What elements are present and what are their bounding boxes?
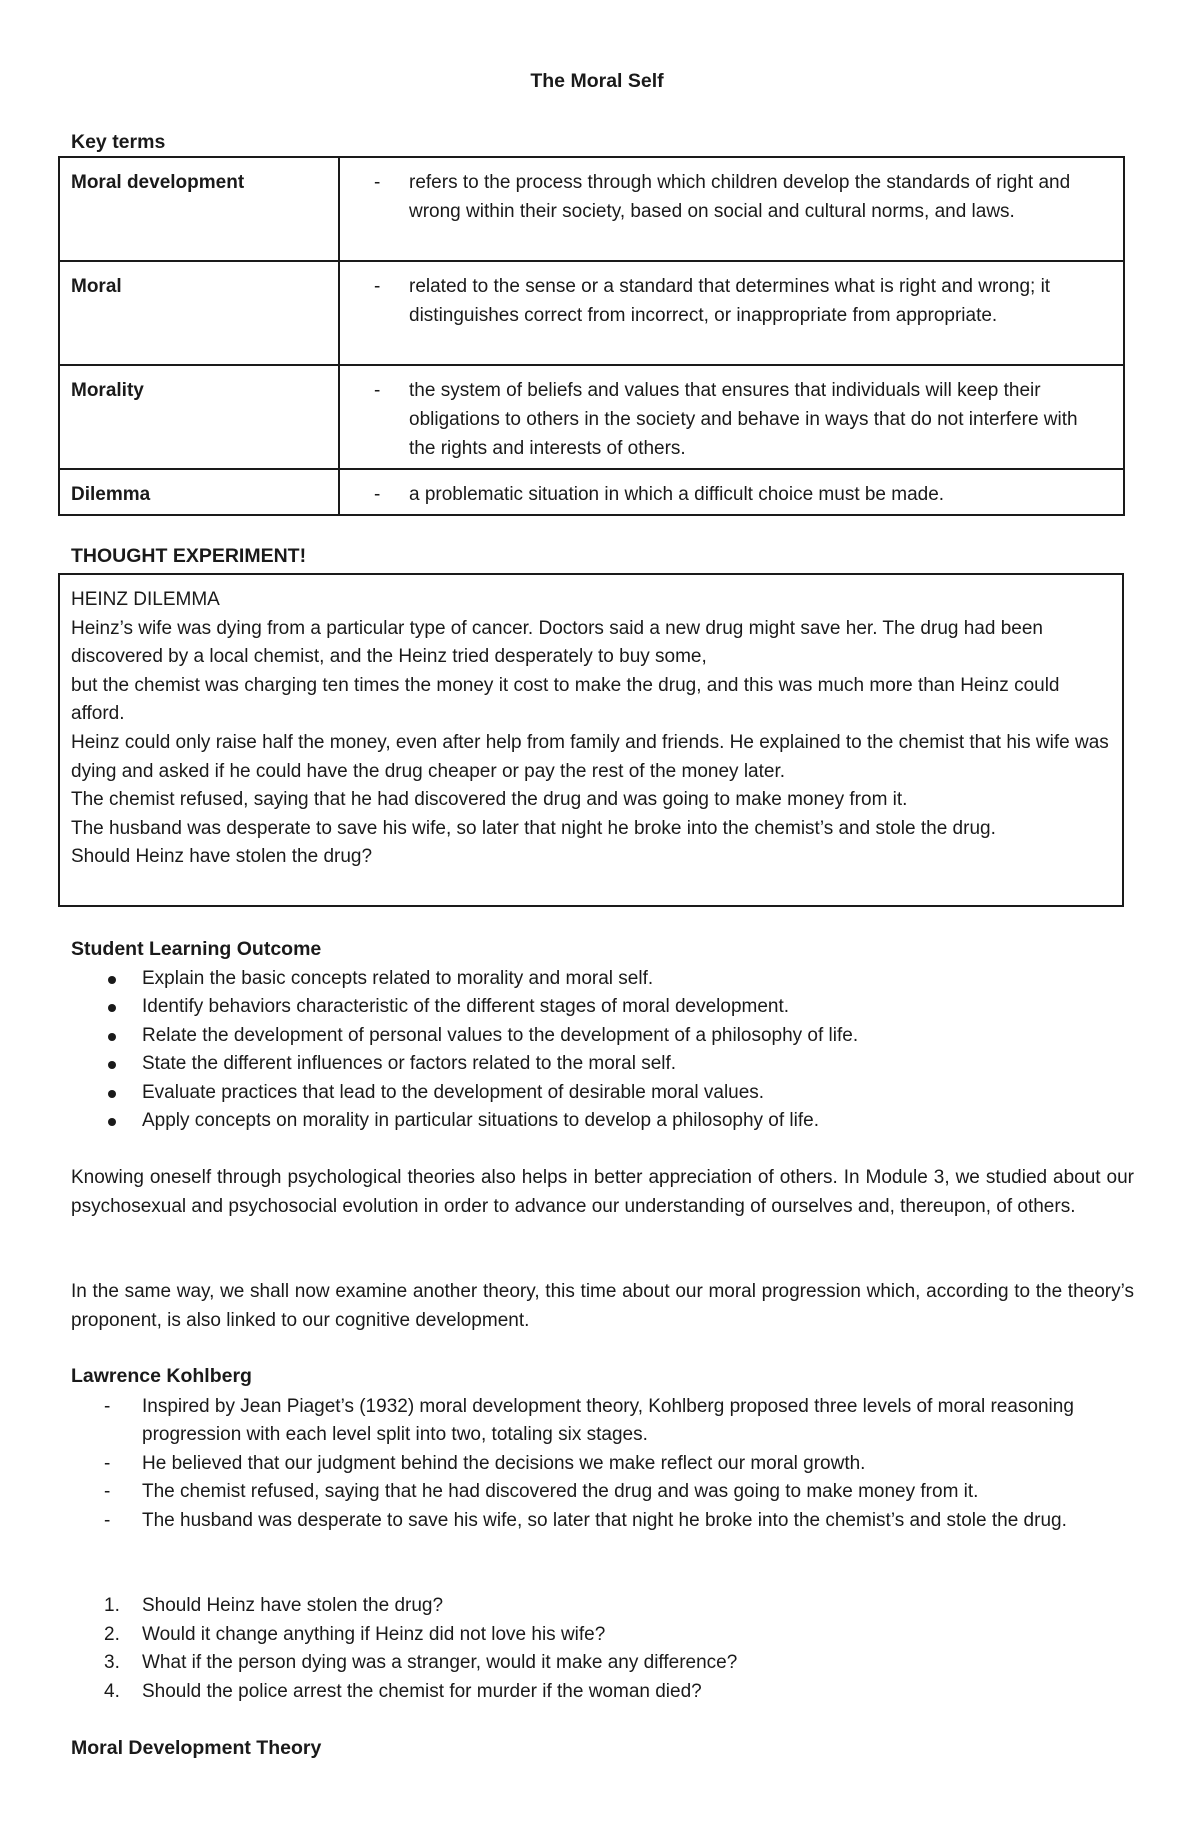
questions-list — [104, 1592, 737, 1706]
dash-marker: - — [104, 1452, 111, 1474]
dash-marker: - — [374, 380, 381, 401]
list-item — [104, 1592, 737, 1621]
bullet-icon — [108, 1004, 116, 1012]
question-text: Should Heinz have stolen the drug? — [142, 1595, 444, 1616]
dash-marker: - — [104, 1396, 111, 1417]
bullet-icon — [108, 1033, 116, 1041]
question-text: Would it change anything if Heinz did not love his wife? — [142, 1623, 606, 1645]
outcome-text: Apply concepts on morality in particular situations to develop a philosophy of life. — [142, 1110, 819, 1132]
question-number: 4. — [104, 1680, 120, 1702]
list-item — [104, 1050, 858, 1078]
outcome-text: State the different influences or factors related to the moral self. — [142, 1053, 677, 1075]
term-cell: Moral development — [59, 157, 339, 261]
term-cell: Dilemma — [59, 469, 339, 515]
definition-text: the system of beliefs and values that ensures that individuals will keep their obligations to others in the society and behave in ways that do not interfere with the rights and interests of others. — [409, 380, 1078, 459]
outcome-text: Evaluate practices that lead to the development of desirable moral values. — [142, 1081, 765, 1103]
outcomes-heading: Student Learning Outcome — [71, 938, 322, 960]
bullet-icon — [108, 1090, 116, 1098]
outcome-text: Identify behaviors characteristic of the different stages of moral development. — [142, 996, 790, 1018]
question-text: What if the person dying was a stranger, would it make any difference? — [142, 1652, 738, 1674]
page-title: The Moral Self — [530, 70, 664, 92]
key-terms-table — [58, 156, 1125, 516]
outcome-text: Relate the development of personal values to the development of a philosophy of life. — [142, 1024, 859, 1046]
definition-text: related to the sense or a standard that determines what is right and wrong; it distinguishes correct from incorrect, or inappropriate from appropriate. — [409, 276, 1051, 326]
list-item — [104, 1107, 858, 1135]
term-cell: Moral — [59, 261, 339, 365]
outcomes-list — [104, 965, 858, 1135]
question-text: Should the police arrest the chemist for murder if the woman died? — [142, 1680, 702, 1702]
list-item — [104, 1507, 1124, 1535]
heinz-line: but the chemist was charging ten times the money it cost to make the drug, and this was much more than Heinz could afford. — [71, 674, 1060, 725]
question-number: 3. — [104, 1652, 120, 1674]
dash-marker: - — [104, 1481, 111, 1503]
table-row — [59, 261, 1124, 365]
definition-cell — [339, 157, 1124, 261]
list-item — [104, 1450, 1124, 1478]
theory-heading: Moral Development Theory — [71, 1737, 322, 1759]
term-cell: Morality — [59, 365, 339, 469]
table-row — [59, 469, 1124, 515]
heinz-line: The chemist refused, saying that he had discovered the drug and was going to make money from it. — [71, 789, 908, 811]
dash-marker: - — [104, 1509, 111, 1531]
dash-marker: - — [374, 276, 381, 297]
list-item — [104, 1079, 858, 1107]
heinz-dilemma-box — [58, 573, 1124, 907]
definition-text: refers to the process through which children develop the standards of right and wrong within their society, based on social and cultural norms, and laws. — [409, 172, 1071, 222]
heinz-line: Heinz’s wife was dying from a particular type of cancer. Doctors said a new drug might save her. The drug had been discovered by a local chemist, and the Heinz tried desperately to buy some, — [71, 617, 1043, 668]
question-number: 2. — [104, 1623, 120, 1645]
definition-text: a problematic situation in which a difficult choice must be made. — [409, 484, 945, 505]
dash-marker: - — [374, 172, 381, 193]
definition-cell — [339, 365, 1124, 469]
list-item — [104, 993, 858, 1021]
list-item — [104, 1478, 1124, 1506]
table-row — [59, 157, 1124, 261]
kohlberg-heading: Lawrence Kohlberg — [71, 1365, 252, 1387]
list-item — [104, 965, 858, 993]
bullet-icon — [108, 1118, 116, 1126]
list-item — [104, 1022, 858, 1050]
definition-cell — [339, 261, 1124, 365]
question-number: 1. — [104, 1595, 120, 1616]
bullet-icon — [108, 1061, 116, 1069]
kohlberg-point-text: He believed that our judgment behind the decisions we make reflect our moral growth. — [142, 1452, 866, 1474]
kohlberg-points-list — [104, 1393, 1124, 1535]
paragraph-psych-theories: Knowing oneself through psychological theories also helps in better appreciation of others. In Module 3, we studied about our psychosexual and psychosocial evolution in order to advance our understanding of ourselves and, thereupon, of others. — [71, 1167, 1134, 1217]
list-item — [104, 1678, 737, 1707]
outcome-text: Explain the basic concepts related to morality and moral self. — [142, 968, 654, 989]
list-item — [104, 1649, 737, 1678]
kohlberg-point-text: The husband was desperate to save his wife, so later that night he broke into the chemist’s and stole the drug. — [142, 1509, 1067, 1531]
kohlberg-point-text: Inspired by Jean Piaget’s (1932) moral development theory, Kohlberg proposed three levels of moral reasoning progression with each level split into two, totaling six stages. — [142, 1396, 1074, 1446]
kohlberg-point-text: The chemist refused, saying that he had discovered the drug and was going to make money from it. — [142, 1481, 979, 1503]
definition-cell — [339, 469, 1124, 515]
paragraph-moral-progression: In the same way, we shall now examine another theory, this time about our moral progression which, according to the theory’s proponent, is also linked to our cognitive development. — [71, 1281, 1134, 1331]
heinz-heading: HEINZ DILEMMA — [71, 589, 220, 610]
list-item — [104, 1621, 737, 1650]
heinz-line: Heinz could only raise half the money, even after help from family and friends. He explained to the chemist that his wife was dying and asked if he could have the drug cheaper or pay the rest of the money later. — [71, 731, 1109, 782]
key-terms-heading: Key terms — [71, 131, 166, 153]
dash-marker: - — [374, 484, 381, 505]
heinz-line: Should Heinz have stolen the drug? — [71, 846, 373, 868]
bullet-icon — [108, 976, 116, 984]
list-item — [104, 1393, 1124, 1450]
table-row — [59, 365, 1124, 469]
heinz-line: The husband was desperate to save his wife, so later that night he broke into the chemist’s and stole the drug. — [71, 817, 996, 839]
thought-experiment-heading: THOUGHT EXPERIMENT! — [71, 545, 307, 567]
